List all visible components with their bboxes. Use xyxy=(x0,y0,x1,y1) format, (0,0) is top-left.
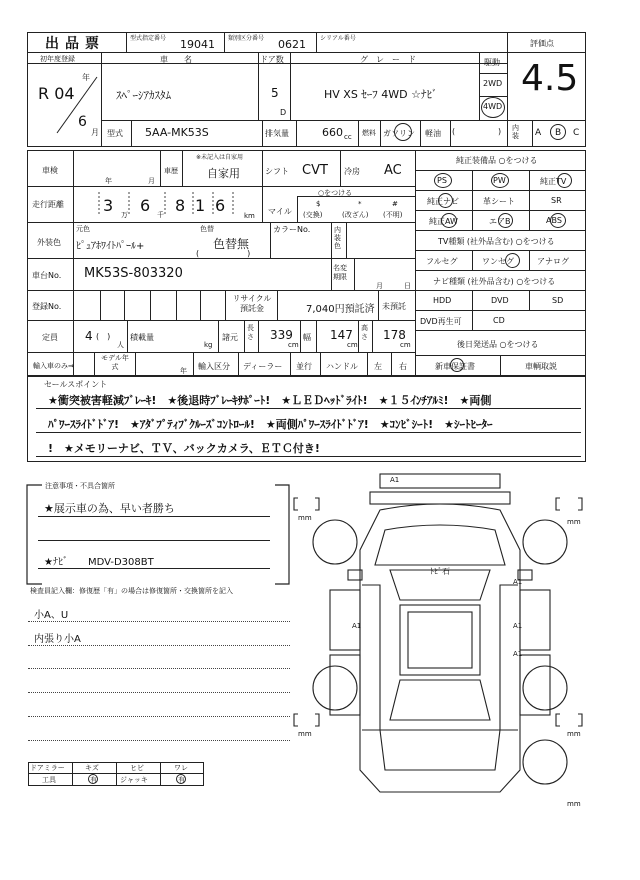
equip-sr: SR xyxy=(551,196,562,205)
cc-unit: cc xyxy=(344,133,352,141)
sales-label: セールスポイント xyxy=(44,380,108,389)
notes-line-1: ★展示車の為、早い者勝ち xyxy=(44,502,175,515)
tv-title: TV種類 (社外品含む) ○をつける xyxy=(438,237,555,246)
inspector-label: 検査員記入欄：修復歴「有」の場合は修復箇所・交換箇所を記入 xyxy=(30,587,233,595)
recycle-value: 7,040円預託済 xyxy=(306,304,375,315)
color-name: ﾋﾟｭｱﾎﾜｲﾄﾊﾟｰﾙ+ xyxy=(76,241,145,252)
model-label: 型式 xyxy=(107,129,123,138)
handle-left: 左 xyxy=(374,362,382,371)
dvd-playback: DVD再生可 xyxy=(420,317,462,326)
interior-label: 内装 xyxy=(512,124,519,140)
tv-fullseg: フルセグ xyxy=(426,257,458,266)
car-grade: HV XS ｾｰﾌ 4WD ☆ﾅﾋﾞ xyxy=(324,88,438,101)
doors-label: ドア数 xyxy=(260,55,284,64)
mileage-digit-5: 6 xyxy=(215,196,226,215)
notes-label: 注意事項・不具合箇所 xyxy=(45,482,115,490)
handle-right: 右 xyxy=(399,362,407,371)
later-title: 後日発送品 ○をつける xyxy=(457,340,539,349)
interior-a: A xyxy=(535,128,542,138)
category-label: 類別区分番号 xyxy=(228,35,265,42)
cd-label: CD xyxy=(493,316,505,325)
import-parallel: 並行 xyxy=(296,362,312,371)
sales-line-2: ﾊﾟﾜｰｽﾗｲﾄﾞﾄﾞｱ! ★ｱﾀﾞﾌﾟﾃｨﾌﾞｸﾙｰｽﾞｺﾝﾄﾛｰﾙ! ★両側ﾊﾟﾜｰｽﾗｲﾄﾞﾄﾞｱ! ★ｺﾝﾋﾞｼｰﾄ! ★ｼｰﾄﾋｰﾀｰ xyxy=(48,418,493,431)
first-reg-divider xyxy=(27,63,101,147)
serial-label: シリアル番号 xyxy=(320,35,356,42)
legend-tools: 工具 xyxy=(42,776,56,784)
diagram-mark-right-front: A1 xyxy=(513,578,523,586)
tv-oneseg: ワンセグ xyxy=(482,257,514,266)
navi-hdd: HDD xyxy=(433,296,452,305)
mm-unit-front-right: mm xyxy=(567,518,581,526)
mileage-digit-4: 1 xyxy=(195,196,206,215)
width-value: 147 xyxy=(330,328,353,342)
first-reg-year: R 04 xyxy=(38,84,75,103)
shift-value: CVT xyxy=(302,163,328,178)
mileage-digit-3: 8 xyxy=(175,196,186,215)
car-damage-diagram xyxy=(290,470,595,815)
legend-jack: ジャッキ xyxy=(120,776,148,784)
model-year-label: モデル年式 xyxy=(101,354,129,371)
chassis-no: MK53S-803320 xyxy=(84,266,183,281)
interior-color-label: 内装色 xyxy=(334,226,341,250)
legend-mirror: ドアミラー xyxy=(30,764,65,772)
recycle-label: リサイクル預託金 xyxy=(232,294,272,313)
diagram-mark-right-door: A1 xyxy=(513,622,523,630)
length-value: 339 xyxy=(270,328,293,342)
fuel-label: 燃料 xyxy=(362,129,376,137)
history-note: ※未記入は自家用 xyxy=(196,154,244,161)
legend-jack-value: 有 xyxy=(178,776,185,784)
legend-break: ワレ xyxy=(174,764,188,772)
month-unit: 月 xyxy=(91,128,99,137)
ac-label: 冷房 xyxy=(344,167,360,176)
fuel-gasoline: ガソリン xyxy=(383,129,415,138)
equip-aw: 純正AW xyxy=(429,217,458,226)
navi-dvd: DVD xyxy=(491,296,509,305)
first-reg-label: 初年度登録 xyxy=(40,55,75,63)
equip-leather: 革シート xyxy=(483,197,515,206)
legend-tools-value: 有 xyxy=(90,776,97,784)
sales-line-3: ! ★メモリーナビ、ＴＶ、バックカメラ、ＥＴＣ付き! xyxy=(48,442,320,455)
later-manual: 車輌取説 xyxy=(525,362,557,371)
import-dealer: ディーラー xyxy=(243,362,283,371)
history-label: 車歴 xyxy=(164,167,178,175)
notes-line-3: ★ﾅﾋﾞ MDV-D308BT xyxy=(44,557,154,568)
doors-value: 5 xyxy=(271,86,279,100)
height-value: 178 xyxy=(383,328,406,342)
capacity-label: 定員 xyxy=(42,333,58,342)
name-change-label: 名変期限 xyxy=(333,264,347,281)
equip-navi: 純正ナビ xyxy=(427,197,459,206)
car-name: ｽﾍﾟｰｼｱｶｽﾀﾑ xyxy=(116,89,171,102)
drive-2wd: 2WD xyxy=(483,79,503,88)
equip-tv: 純正TV xyxy=(540,177,567,186)
drive-4wd: 4WD xyxy=(483,102,503,111)
mileage-label: 走行距離 xyxy=(32,200,64,209)
circle-note: ○をつける xyxy=(318,189,353,197)
grade-title: グ レ ー ド xyxy=(360,55,416,64)
diagram-mark-left-door: A1 xyxy=(352,622,362,630)
page-title: 出品票 xyxy=(45,36,105,52)
history-value: 自家用 xyxy=(207,167,240,180)
handle-label: ハンドル xyxy=(326,362,358,371)
recycle-status: 未預託 xyxy=(382,302,406,311)
drive-4wd-circle xyxy=(481,97,505,118)
equip-ps: PS xyxy=(437,176,447,185)
interior-b: B xyxy=(555,128,562,138)
chassis-label: 車台No. xyxy=(32,271,62,280)
door-type: D xyxy=(280,108,287,117)
equipment-title: 純正装備品 ○をつける xyxy=(456,156,538,165)
displacement-label: 排気量 xyxy=(265,129,289,138)
navi-sd: SD xyxy=(552,296,564,305)
mileage-digit-1: 3 xyxy=(103,196,114,215)
equip-pw: PW xyxy=(493,176,506,185)
fuel-circle xyxy=(394,123,412,141)
mileage-separators xyxy=(73,186,262,222)
diagram-mark-windshield: ﾄﾋﾞ石 xyxy=(430,567,450,576)
registration-label: 登録No. xyxy=(32,302,62,311)
shift-label: シフト xyxy=(265,167,289,176)
car-name-label: 車 名 xyxy=(160,55,192,64)
color-no-label: カラーNo. xyxy=(273,225,311,234)
legend-scratch: キズ xyxy=(85,764,99,772)
load-label: 積載量 xyxy=(130,333,154,342)
mm-unit-rear-right: mm xyxy=(567,730,581,738)
fuel-diesel: 軽油 xyxy=(425,129,441,138)
drive-label: 駆動 xyxy=(484,58,500,67)
inspection-label: 車検 xyxy=(42,166,58,175)
import-label: 輸入車のみ⇒ xyxy=(33,362,74,370)
diagram-mark-roof: A1 xyxy=(390,476,400,484)
displacement-value: 660 xyxy=(322,126,343,139)
mm-unit-front-left: mm xyxy=(298,514,312,522)
interior-b-circle xyxy=(550,124,566,140)
grade-score: 4.5 xyxy=(521,58,579,99)
grade-label: 評価点 xyxy=(530,39,554,48)
later-warranty: 新車保証書 xyxy=(435,362,475,371)
type-designation-value: 19041 xyxy=(180,38,215,51)
first-reg-month: 6 xyxy=(78,114,87,130)
inspector-line-2: 内張り小A xyxy=(34,634,81,645)
color-label: 外装色 xyxy=(37,238,61,247)
category-value: 0621 xyxy=(278,38,306,51)
year-unit: 年 xyxy=(82,73,90,82)
mm-unit-spare: mm xyxy=(567,800,581,808)
equip-airbag: エアB xyxy=(489,217,511,226)
ac-value: AC xyxy=(384,163,402,178)
legend-crack: ヒビ xyxy=(130,764,144,772)
import-type-label: 輸入区分 xyxy=(198,362,230,371)
model-value: 5AA-MK53S xyxy=(145,126,209,139)
navi-title: ナビ種類 (社外品含む) ○をつける xyxy=(433,277,556,286)
tv-analog: アナログ xyxy=(537,257,569,266)
inspector-line-1: 小A、U xyxy=(34,610,69,621)
color-change: 色替無 xyxy=(213,237,250,251)
interior-c: C xyxy=(573,128,580,138)
capacity-value: 4 xyxy=(85,329,93,343)
dimensions-label: 諸元 xyxy=(222,333,238,342)
equip-abs: ABS xyxy=(546,216,562,225)
mile-label: マイル xyxy=(268,207,292,216)
mileage-digit-2: 6 xyxy=(140,196,151,215)
type-designation-label: 型式指定番号 xyxy=(130,35,167,42)
diagram-mark-right-rear: A1 xyxy=(513,650,523,658)
mm-unit-rear-left: mm xyxy=(298,730,312,738)
sales-line-1: ★衝突被害軽減ﾌﾞﾚｰｷ! ★後退時ﾌﾞﾚｰｷｻﾎﾟｰﾄ! ★ＬＥＤﾍｯﾄﾞﾗｲﾄ! ★１５ｲﾝﾁｱﾙﾐ! ★両側 xyxy=(48,394,492,407)
